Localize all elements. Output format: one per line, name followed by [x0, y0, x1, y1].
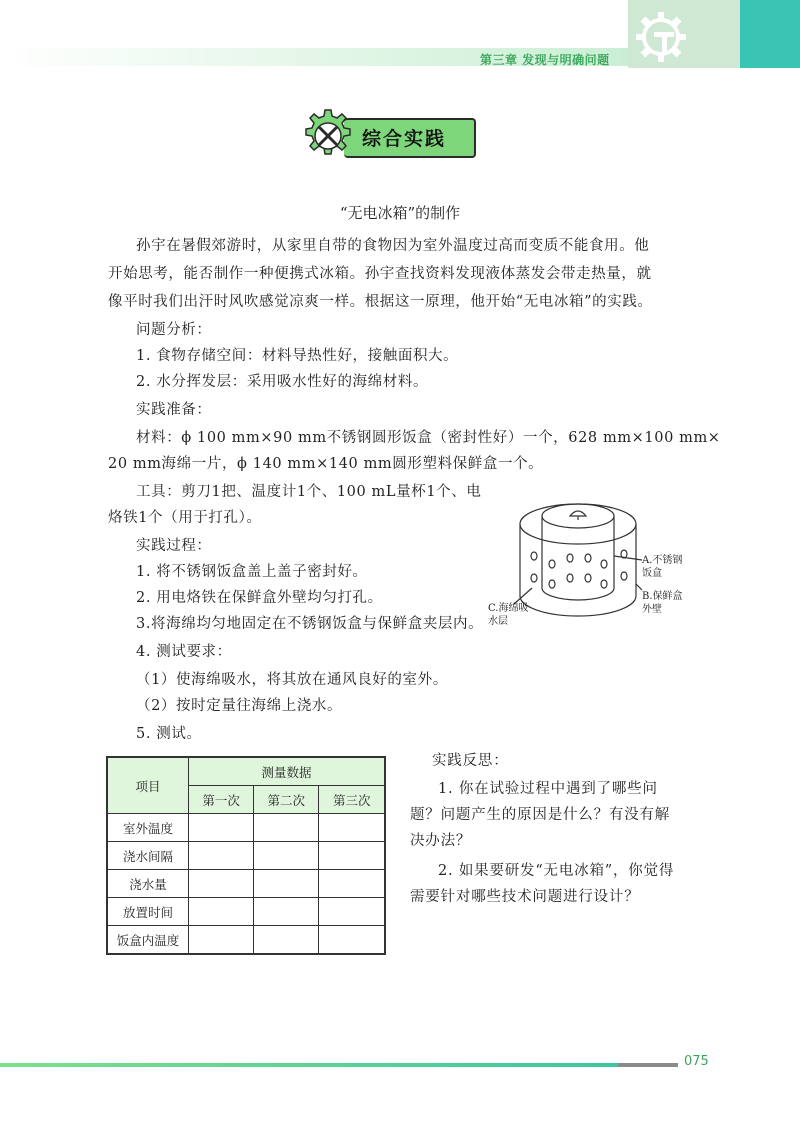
measurement-table	[106, 756, 386, 955]
cell[interactable]	[189, 926, 254, 955]
cell[interactable]	[254, 842, 319, 870]
reflection-q1: 1. 你在试验过程中遇到了哪些问题？问题产生的原因是什么？有没有解决办法？	[410, 781, 671, 849]
label-c-line-1: C.海绵吸	[488, 603, 529, 614]
cell[interactable]	[319, 898, 385, 926]
label-a-line-1: A.不锈钢	[642, 555, 683, 566]
process-heading: 实践过程：	[136, 538, 212, 554]
chapter-title: 第三章 发现与明确问题	[480, 53, 610, 67]
label-c-line-2: 水层	[488, 616, 508, 627]
analysis-heading: 问题分析：	[136, 322, 212, 338]
tools-line-2: 烙铁1个（用于打孔）。	[108, 510, 262, 526]
row-label: 放置时间	[107, 898, 189, 926]
materials-line-2: 20 mm海绵一片，ϕ 140 mm×140 mm圆形塑料保鲜盒一个。	[108, 456, 544, 472]
label-c	[488, 602, 528, 628]
page-number: 075	[684, 1054, 709, 1069]
cell[interactable]	[254, 898, 319, 926]
intro-line-2: 开始思考，能否制作一种便携式冰箱。孙宇查找资料发现液体蒸发会带走热量，就	[108, 266, 652, 282]
row-label: 浇水量	[107, 870, 189, 898]
tools-line-1: 工具：剪刀1把、温度计1个、100 mL量杯1个、电	[136, 484, 482, 500]
process-step-4a: （1）使海绵吸水，将其放在通风良好的室外。	[136, 672, 448, 688]
table-row	[107, 898, 385, 926]
section-label: 综合实践	[362, 128, 447, 150]
cell[interactable]	[319, 842, 385, 870]
process-step-1: 1. 将不锈钢饭盒盖上盖子密封好。	[136, 564, 368, 580]
process-step-4b: （2）按时定量往海绵上浇水。	[136, 698, 343, 714]
table-row	[107, 814, 385, 842]
process-step-4: 4. 测试要求：	[136, 644, 232, 660]
row-label: 室外温度	[107, 814, 189, 842]
gear-wrench-icon	[300, 108, 356, 164]
label-b	[642, 590, 683, 616]
reflection-q2: 2. 如果要研发“无电冰箱”，你觉得需要针对哪些技术问题进行设计？	[410, 863, 675, 905]
cell[interactable]	[254, 814, 319, 842]
label-a-line-2: 饭盒	[642, 568, 662, 579]
header-block-accent	[740, 0, 800, 68]
prep-heading: 实践准备：	[136, 402, 212, 418]
cell[interactable]	[254, 870, 319, 898]
process-step-5: 5. 测试。	[136, 726, 202, 742]
article-title: “无电冰箱”的制作	[339, 204, 461, 222]
table-row	[107, 842, 385, 870]
reflection-heading: 实践反思：	[432, 753, 509, 769]
materials-line-1: 材料：ϕ 100 mm×90 mm不锈钢圆形饭盒（密封性好）一个，628 mm×100 mm×	[136, 430, 721, 446]
gear-tools-icon	[632, 8, 690, 66]
reflection-block	[410, 748, 680, 910]
row-label: 浇水间隔	[107, 842, 189, 870]
table-header-row	[107, 757, 385, 786]
cell[interactable]	[254, 926, 319, 955]
intro-line-1: 孙宇在暑假郊游时，从家里自带的食物因为室外温度过高而变质不能食用。他	[136, 238, 650, 254]
intro-line-3: 像平时我们出汗时风吹感觉凉爽一样。根据这一原理，他开始“无电冰箱”的实践。	[108, 294, 653, 310]
analysis-item-2: 2. 水分挥发层：采用吸水性好的海绵材料。	[136, 374, 429, 390]
process-step-3: 3.将海绵均匀地固定在不锈钢饭盒与保鲜盒夹层内。	[136, 616, 484, 632]
section-banner	[300, 108, 500, 162]
cell[interactable]	[319, 926, 385, 955]
row-label: 饭盒内温度	[107, 926, 189, 955]
cell[interactable]	[319, 814, 385, 842]
group-header: 测量数据	[189, 757, 386, 786]
analysis-item-1: 1. 食物存储空间：材料导热性好，接触面积大。	[136, 348, 459, 364]
label-b-line-1: B.保鲜盒	[642, 591, 683, 602]
footer-bar	[0, 1060, 800, 1072]
col-third: 第三次	[319, 786, 385, 814]
cell[interactable]	[189, 898, 254, 926]
cell[interactable]	[319, 870, 385, 898]
label-a	[642, 554, 682, 580]
table-row	[107, 926, 385, 955]
cell[interactable]	[189, 814, 254, 842]
cell[interactable]	[189, 870, 254, 898]
process-step-2: 2. 用电烙铁在保鲜盒外壁均匀打孔。	[136, 590, 383, 606]
col-second: 第二次	[254, 786, 319, 814]
label-b-line-2: 外壁	[642, 604, 662, 615]
col-first: 第一次	[189, 786, 254, 814]
table-row	[107, 870, 385, 898]
cell[interactable]	[189, 842, 254, 870]
item-header: 项目	[107, 757, 189, 814]
